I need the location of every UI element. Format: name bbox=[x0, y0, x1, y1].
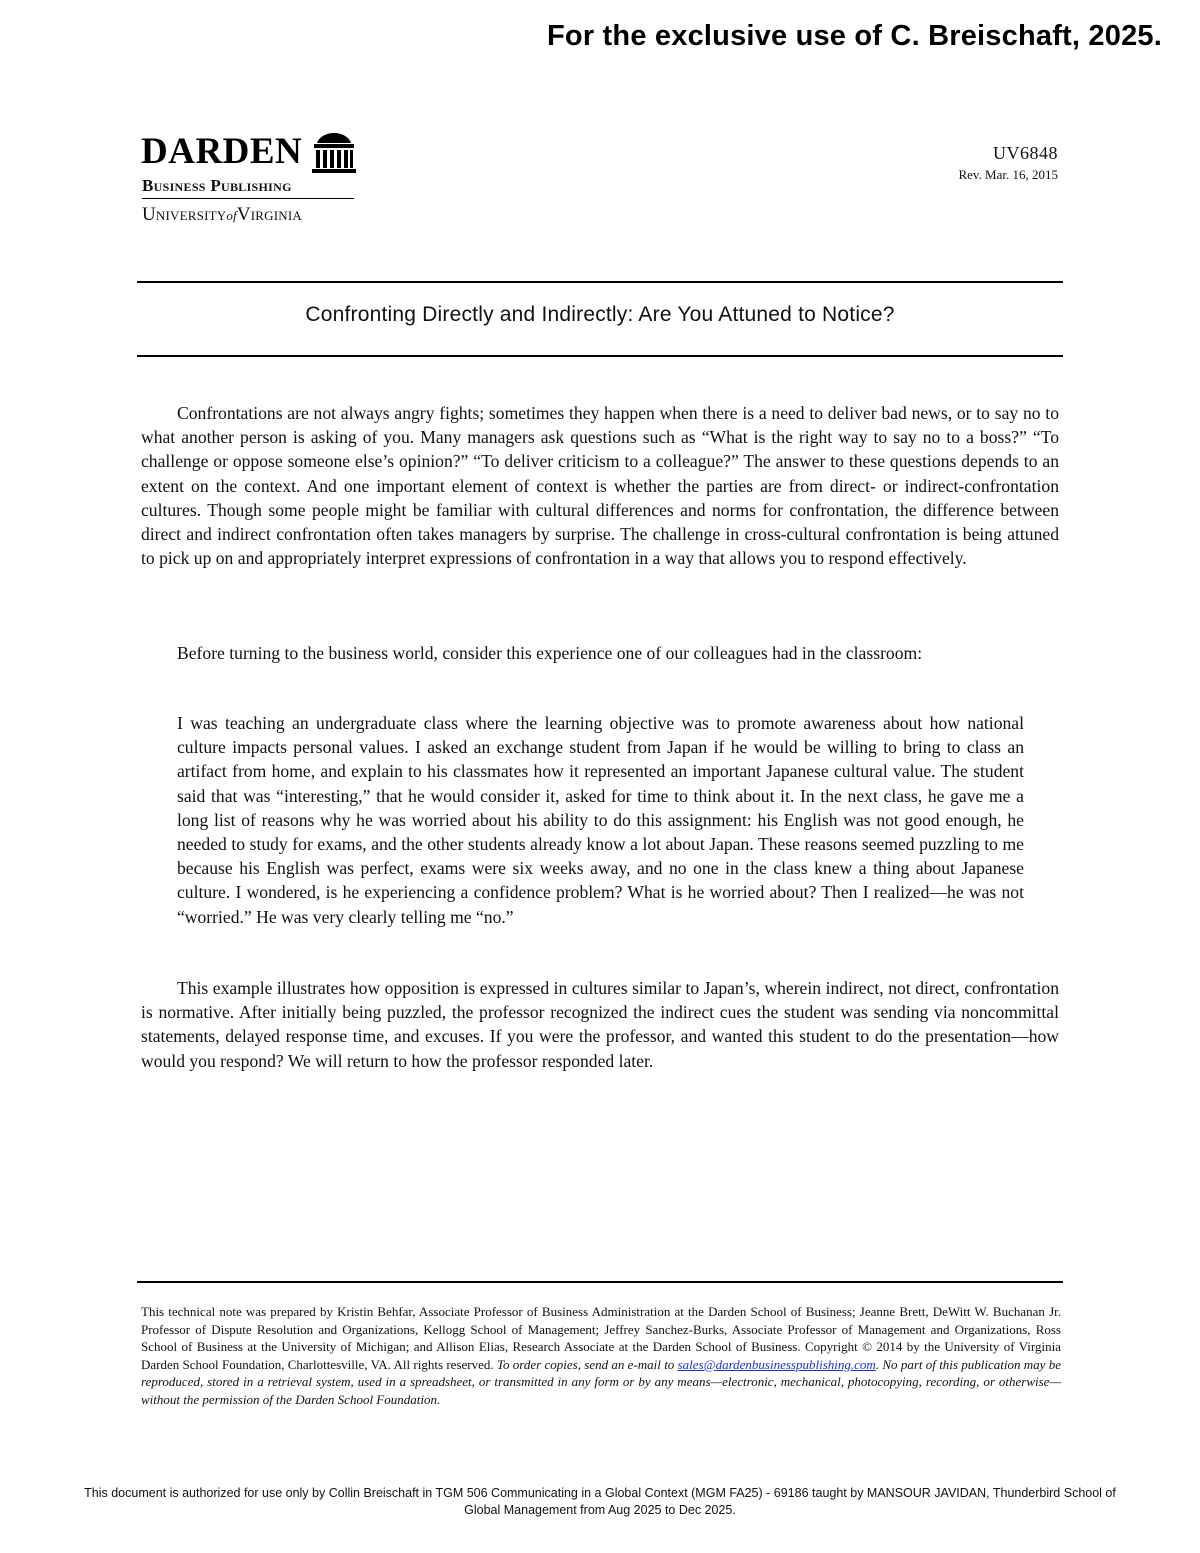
footnote-credits: This technical note was prepared by Kristin Behfar, Associate Professor of Business Administration at the Darden School of Business; Jeanne Brett, DeWitt W. Buchanan Jr. Professor of Dispute Resolution and Organizations, Kellogg School of Management; Jeffrey Sanchez-Burks, Associate Professor of Management and Organizations, Ross School of Business at the University of Michigan; and Allison Elias, Research Associate at the Darden School of Business. Copyright © 2014 by the University of Virginia Darden School Foundation, Charlottesville, VA. All rights reserved. bbox=[141, 1304, 1061, 1372]
logo-darden-text: DARDEN bbox=[141, 131, 303, 172]
title-top-rule bbox=[137, 281, 1063, 283]
footnote-rights: . No part of this publication may be reproduced, stored in a retrieval system, used in a spreadsheet, or transmitted in any form or by any means—electronic, mechanical, photocopying, recording, or otherwise—without the permission of the Darden School Foundation. bbox=[141, 1356, 1062, 1407]
logo-divider bbox=[142, 198, 354, 199]
logo-business-publishing: Business Publishing bbox=[142, 176, 292, 195]
darden-logo bbox=[141, 132, 371, 232]
rotunda-icon bbox=[311, 132, 357, 174]
logo-university-of-virginia bbox=[142, 204, 302, 227]
body-paragraph-3: This example illustrates how opposition is expressed in cultures similar to Japan’s, wherein indirect, not direct, confrontation is normative. After initially being puzzled, the professor recognized the indirect cues the student was sending via noncommittal statements, delayed response time, and excuses. If you were the professor, and wanted this student to do the presentation—how would you respond? We will return to how the professor responded later. bbox=[141, 978, 1059, 1071]
case-number: UV6848 bbox=[993, 143, 1058, 163]
authorization-notice bbox=[20, 1485, 1180, 1519]
logo-university: University bbox=[142, 204, 227, 225]
block-quote: I was teaching an undergraduate class where the learning objective was to promote awareness about how national culture impacts personal values. I asked an exchange student from Japan if he would be willing to bring to class an artifact from home, and explain to his classmates how it represented an important Japanese cultural value. The student said that was “interesting,” that he would consider it, asked for time to think about it. In the next class, he gave me a long list of reasons why he was worried about his ability to do this assignment: his English was not good enough, he needed to study for exams, and the other students already know a lot about Japan. These reasons seemed puzzling to me because his English was perfect, exams were six weeks away, and no one in the class knew a thing about Japanese culture. I wondered, is he experiencing a confidence problem? What is he worried about? Then I realized—he was not “worried.” He was very clearly telling me “no.” bbox=[177, 713, 1024, 927]
document-title: Confronting Directly and Indirectly: Are You Attuned to Notice? bbox=[305, 303, 895, 326]
footnote bbox=[141, 1303, 1061, 1409]
sales-email-link[interactable]: sales@dardenbusinesspublishing.com bbox=[677, 1356, 876, 1372]
footnote-order-prefix: To order copies, send an e-mail to bbox=[496, 1356, 675, 1372]
body-paragraph-1: Confrontations are not always angry fights; sometimes they happen when there is a need to deliver bad news, or to say no to what another person is asking of you. Many managers ask questions such as “What is the right way to say no to a boss?” “To challenge or oppose someone else’s opinion?” “To deliver criticism to a colleague?” The answer to these questions depends to an extent on the context. And one important element of context is whether the parties are from direct- or indirect-confrontation cultures. Though some people might be familiar with cultural differences and norms for confrontation, the difference between direct and indirect confrontation often takes managers by surprise. The challenge in cross-cultural confrontation is being attuned to pick up on and appropriately interpret expressions of confrontation in a way that allows you to respond effectively. bbox=[141, 403, 1059, 569]
title-bottom-rule bbox=[137, 355, 1063, 357]
logo-of: of bbox=[226, 208, 237, 223]
body-paragraph-2: Before turning to the business world, consider this experience one of our colleagues had in the classroom: bbox=[177, 643, 923, 663]
footnote-rule bbox=[137, 1281, 1063, 1283]
revision-date: Rev. Mar. 16, 2015 bbox=[958, 167, 1058, 182]
authorization-line-1: This document is authorized for use only by Collin Breischaft in TGM 506 Communicating in a Global Context (MGM FA25) - 69186 taught by MANSOUR JAVIDAN, Thunderbird School of bbox=[84, 1486, 1116, 1500]
exclusive-use-watermark: For the exclusive use of C. Breischaft, 2025. bbox=[546, 20, 1162, 52]
logo-virginia: Virginia bbox=[236, 204, 302, 225]
authorization-line-2: Global Management from Aug 2025 to Dec 2025. bbox=[464, 1503, 736, 1517]
